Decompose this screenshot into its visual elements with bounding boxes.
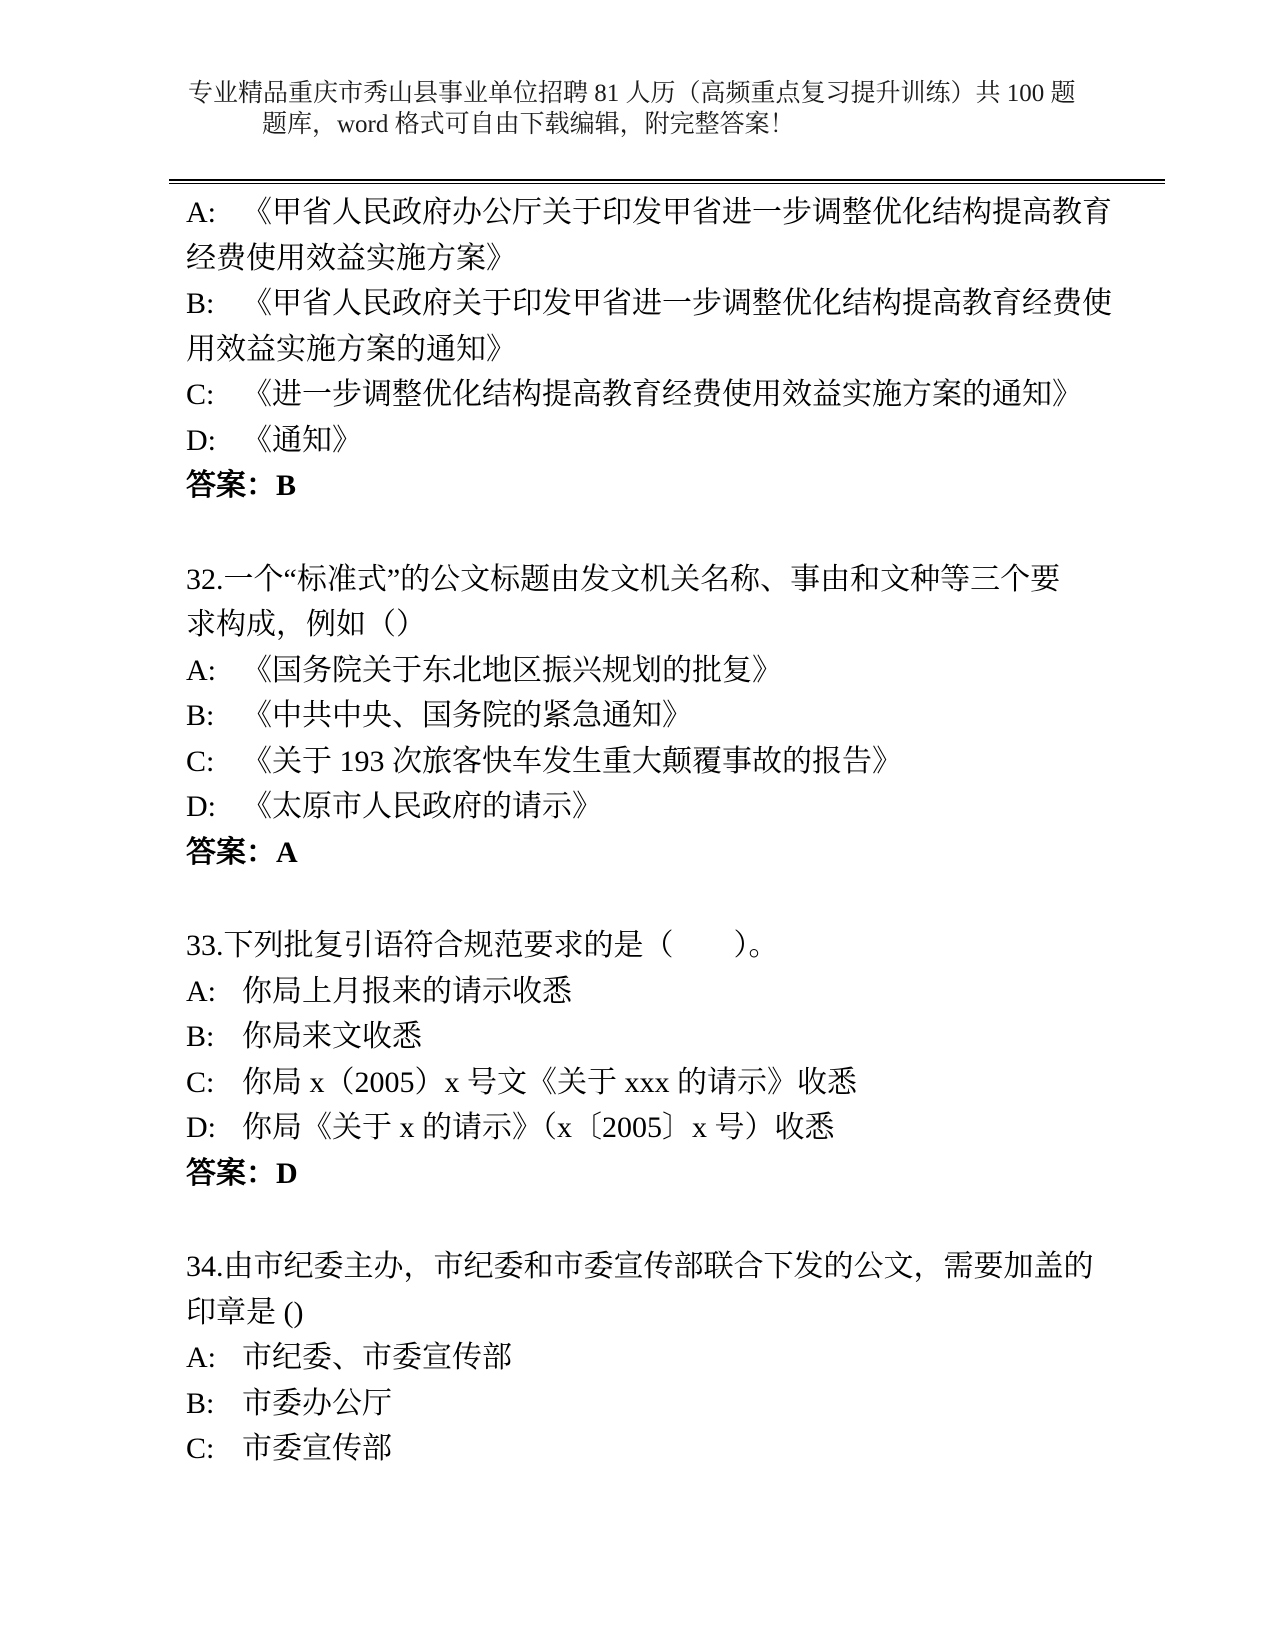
option-line-a	[186, 1335, 1196, 1381]
document-header-line-2: 题库，word 格式可自由下载编辑，附完整答案！	[262, 111, 795, 138]
answer-value: B	[276, 469, 297, 502]
option-text: 市纪委、市委宣传部	[242, 1341, 512, 1374]
question-stem-line: 求构成，例如（）	[186, 608, 426, 641]
option-line-a	[186, 648, 1196, 694]
answer-line	[186, 463, 1196, 509]
option-label: C:	[186, 378, 215, 411]
option-text: 市委宣传部	[242, 1432, 392, 1465]
option-text: 《国务院关于东北地区振兴规划的批复》	[242, 653, 782, 687]
option-label: A:	[186, 653, 216, 687]
option-line-c	[186, 1060, 1196, 1106]
answer-label: 答案：	[186, 1156, 276, 1190]
answer-value: A	[276, 835, 298, 869]
option-text: 《中共中央、国务院的紧急通知》	[242, 699, 692, 732]
option-line-a-continuation: 经费使用效益实施方案》	[186, 241, 516, 275]
option-label: B:	[186, 699, 215, 732]
document-header-line-1: 专业精品重庆市秀山县事业单位招聘 81 人历（高频重点复习提升训练）共 100 题	[188, 80, 1076, 107]
option-text: 你局来文收悉	[242, 1020, 422, 1053]
question-block-32	[186, 557, 1196, 876]
option-line-a	[186, 190, 1196, 236]
header-divider-rule	[169, 179, 1165, 184]
option-line-b	[186, 1014, 1196, 1060]
option-line-d	[186, 1105, 1196, 1151]
option-line-b	[186, 1381, 1196, 1427]
answer-label: 答案：	[186, 469, 276, 502]
question-block-31	[186, 190, 1196, 509]
option-text: 你局 x（2005）x 号文《关于 xxx 的请示》收悉	[242, 1065, 857, 1099]
option-label: A:	[186, 196, 216, 229]
answer-line	[186, 830, 1196, 876]
option-text: 《甲省人民政府办公厅关于印发甲省进一步调整优化结构提高教育	[242, 196, 1112, 229]
question-stem-line: 33.下列批复引语符合规范要求的是（ ）。	[186, 929, 779, 962]
option-line-d	[186, 418, 1196, 464]
option-line-b	[186, 281, 1196, 327]
option-text: 你局《关于 x 的请示》（x〔2005〕x 号）收悉	[242, 1111, 835, 1144]
option-label: C:	[186, 1432, 215, 1465]
option-line-b-continuation: 用效益实施方案的通知》	[186, 332, 516, 366]
option-label: B:	[186, 1386, 215, 1420]
option-label: A:	[186, 974, 216, 1008]
option-line-c	[186, 372, 1196, 418]
option-label: C:	[186, 1065, 215, 1099]
answer-label: 答案：	[186, 835, 276, 869]
option-label: D:	[186, 423, 216, 457]
option-text: 《进一步调整优化结构提高教育经费使用效益实施方案的通知》	[242, 378, 1082, 411]
option-text: 《通知》	[242, 423, 362, 457]
answer-value: D	[276, 1156, 298, 1190]
option-text: 《甲省人民政府关于印发甲省进一步调整优化结构提高教育经费使	[242, 287, 1112, 320]
option-label: C:	[186, 744, 215, 778]
option-line-d	[186, 784, 1196, 830]
option-label: D:	[186, 1111, 216, 1144]
question-stem-line: 34.由市纪委主办，市纪委和市委宣传部联合下发的公文，需要加盖的	[186, 1250, 1094, 1283]
option-label: B:	[186, 1020, 215, 1053]
option-text: 市委办公厅	[242, 1386, 392, 1420]
option-line-c	[186, 1426, 1196, 1472]
option-line-c	[186, 739, 1196, 785]
question-stem-line: 印章是 ()	[186, 1295, 304, 1329]
option-text: 《关于 193 次旅客快车发生重大颠覆事故的报告》	[242, 744, 902, 778]
option-text: 你局上月报来的请示收悉	[242, 974, 572, 1008]
option-line-a	[186, 969, 1196, 1015]
question-list	[186, 190, 1196, 1472]
option-line-b	[186, 693, 1196, 739]
option-text: 《太原市人民政府的请示》	[242, 790, 602, 823]
question-block-34	[186, 1244, 1196, 1472]
question-block-33	[186, 923, 1196, 1196]
answer-line	[186, 1151, 1196, 1197]
option-label: A:	[186, 1341, 216, 1374]
option-label: D:	[186, 790, 216, 823]
question-stem-line: 32.一个“标准式”的公文标题由发文机关名称、事由和文种等三个要	[186, 562, 1061, 596]
option-label: B:	[186, 287, 215, 320]
